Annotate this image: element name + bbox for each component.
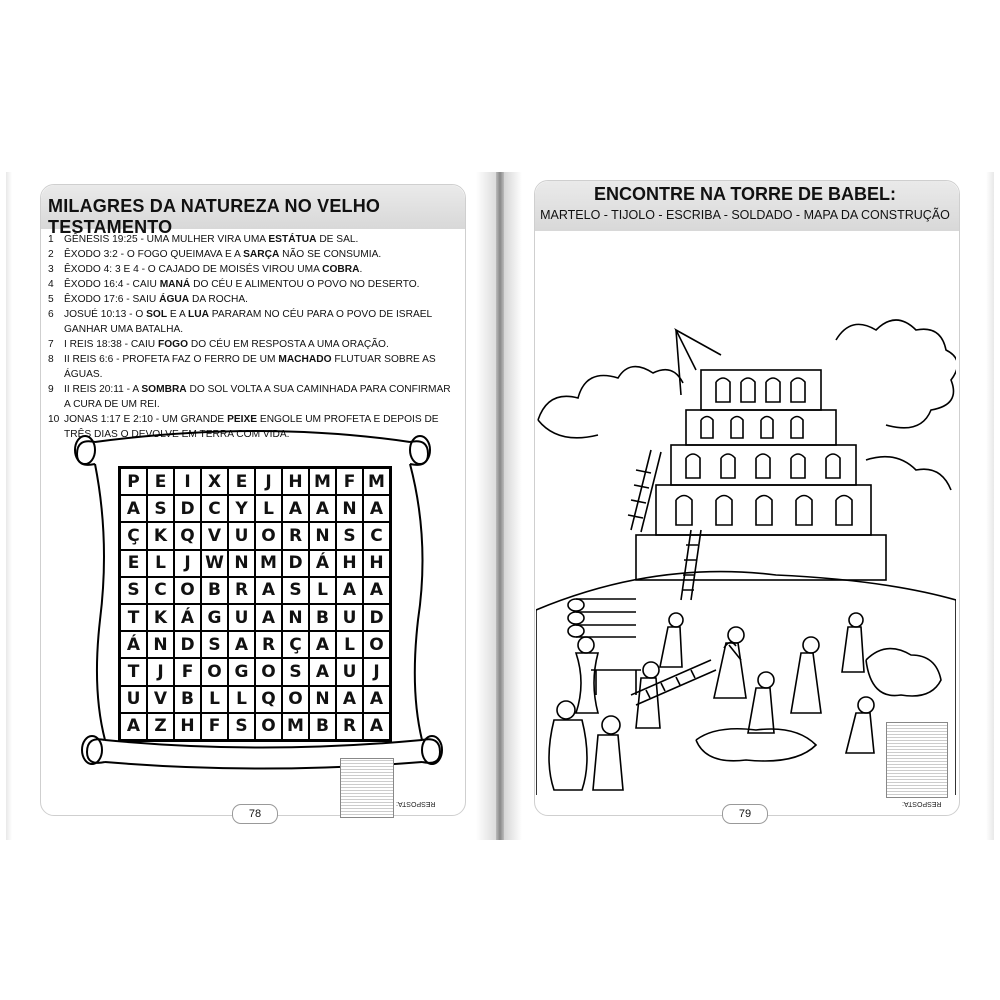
grid-cell: B (174, 686, 201, 713)
grid-cell: U (336, 604, 363, 631)
grid-cell: S (228, 713, 255, 740)
clue-number: 1 (48, 234, 54, 245)
grid-cell: W (201, 550, 228, 577)
grid-cell: I (174, 468, 201, 495)
clue-keyword: PEIXE (227, 414, 258, 425)
grid-cell: G (228, 658, 255, 685)
grid-cell: F (174, 658, 201, 685)
grid-cell: N (309, 686, 336, 713)
book-gutter (496, 172, 504, 840)
grid-cell: P (120, 468, 147, 495)
clue-item (48, 232, 458, 247)
grid-cell: E (228, 468, 255, 495)
grid-cell: R (282, 522, 309, 549)
clue-number: 10 (48, 414, 60, 425)
page-title: MILAGRES DA NATUREZA NO VELHO TESTAMENTO (48, 196, 381, 237)
grid-cell: L (336, 631, 363, 658)
answer-thumbnail-right (886, 722, 948, 798)
grid-cell: A (363, 686, 390, 713)
clue-text (64, 277, 458, 292)
clue-text-part: JONAS 1:17 E 2:10 - UM GRANDE (64, 414, 228, 425)
grid-cell: M (282, 713, 309, 740)
grid-cell: U (228, 522, 255, 549)
clue-keyword: SOL (146, 309, 168, 320)
grid-cell: S (282, 577, 309, 604)
grid-cell: A (228, 631, 255, 658)
grid-cell: A (309, 631, 336, 658)
grid-cell: O (255, 658, 282, 685)
grid-cell: M (363, 468, 390, 495)
grid-cell: M (255, 550, 282, 577)
grid-cell: O (255, 522, 282, 549)
clue-number: 3 (48, 264, 54, 275)
clue-number: 4 (48, 279, 54, 290)
grid-cell: A (120, 495, 147, 522)
grid-cell: A (309, 495, 336, 522)
clue-item (48, 382, 458, 412)
clue-list (48, 232, 458, 442)
grid-cell: V (147, 686, 174, 713)
grid-cell: J (174, 550, 201, 577)
clue-text-part: ÊXODO 16:4 - CAIU (64, 279, 160, 290)
grid-cell: A (363, 495, 390, 522)
clue-keyword: ESTÁTUA (268, 234, 317, 245)
word-search-grid (118, 466, 392, 742)
clue-number: 8 (48, 354, 54, 365)
clue-text-part: ÊXODO 17:6 - SAIU (64, 294, 160, 305)
grid-cell: S (282, 658, 309, 685)
grid-cell: C (147, 577, 174, 604)
clue-text-part: FLUTUAR SOBRE AS ÁGUAS. (64, 354, 436, 380)
grid-cell: R (255, 631, 282, 658)
grid-cell: S (336, 522, 363, 549)
grid-cell: J (147, 658, 174, 685)
clue-item (48, 247, 458, 262)
clue-keyword: SARÇA (243, 249, 280, 260)
page-number-left: 78 (232, 804, 278, 824)
grid-cell: Á (309, 550, 336, 577)
grid-cell: N (309, 522, 336, 549)
clue-text-part: NÃO SE CONSUMIA. (279, 249, 382, 260)
clue-keyword: COBRA (322, 264, 360, 275)
clue-text-part: E A (167, 309, 189, 320)
grid-cell: U (120, 686, 147, 713)
clue-keyword: SOMBRA (141, 384, 187, 395)
grid-cell: J (255, 468, 282, 495)
clue-item (48, 337, 458, 352)
answer-label-right: RESPOSTA: (902, 800, 942, 807)
grid-cell: Q (255, 686, 282, 713)
clue-text-part: DO CÉU E ALIMENTOU O POVO NO DESERTO. (190, 279, 420, 290)
clue-keyword: MANÁ (159, 279, 191, 290)
grid-cell: H (282, 468, 309, 495)
grid-cell: X (201, 468, 228, 495)
grid-cell: K (147, 522, 174, 549)
grid-cell: A (363, 577, 390, 604)
grid-cell: O (201, 658, 228, 685)
grid-cell: L (255, 495, 282, 522)
grid-cell: C (363, 522, 390, 549)
grid-cell: F (201, 713, 228, 740)
grid-cell: O (282, 686, 309, 713)
clue-text (64, 337, 458, 352)
clue-text (64, 292, 458, 307)
clue-text (64, 382, 458, 412)
grid-cell: Q (174, 522, 201, 549)
clue-text-part: ENGOLE UM PROFETA E DEPOIS DE TRÊS DIAS O DEVOLVE EM TERRA COM VIDA. (64, 414, 439, 440)
clue-number: 6 (48, 309, 54, 320)
grid-cell: G (201, 604, 228, 631)
grid-cell: N (228, 550, 255, 577)
clue-text-part: I REIS 18:38 - CAIU (64, 339, 158, 350)
clue-text-part: ÊXODO 4: 3 E 4 - O CAJADO DE MOISÉS VIROU UMA (64, 264, 323, 275)
grid-cell: U (228, 604, 255, 631)
grid-cell: A (120, 713, 147, 740)
grid-cell: L (201, 686, 228, 713)
grid-cell: Y (228, 495, 255, 522)
clue-keyword: FOGO (158, 339, 188, 350)
grid-cell: R (336, 713, 363, 740)
grid-cell: T (120, 604, 147, 631)
grid-cell: A (255, 604, 282, 631)
grid-cell: Ç (120, 522, 147, 549)
clue-text (64, 232, 458, 247)
clue-keyword: ÁGUA (159, 294, 190, 305)
clue-text (64, 352, 458, 382)
clue-item (48, 352, 458, 382)
grid-cell: S (201, 631, 228, 658)
clue-text-part: PARARAM NO CÉU PARA O POVO DE ISRAEL GANHAR UMA BATALHA. (64, 309, 432, 335)
clue-text-part: JOSUÉ 10:13 - O (64, 309, 147, 320)
grid-cell: N (336, 495, 363, 522)
clue-item (48, 292, 458, 307)
clue-item (48, 277, 458, 292)
clue-text (64, 307, 458, 337)
right-page-title: ENCONTRE NA TORRE DE BABEL: (593, 184, 896, 204)
grid-cell: Ç (282, 631, 309, 658)
grid-cell: A (282, 495, 309, 522)
answer-thumbnail (340, 758, 394, 818)
grid-cell: E (120, 550, 147, 577)
clue-text-part: DO SOL VOLTA A SUA CAMINHADA PARA CONFIRMAR A CURA DE UM REI. (64, 384, 451, 410)
clue-item (48, 307, 458, 337)
grid-cell: M (309, 468, 336, 495)
answer-label: RESPOSTA: (396, 800, 436, 807)
clue-text-part: GÊNESIS 19:25 - UMA MULHER VIRA UMA (64, 234, 269, 245)
clue-text-part: II REIS 6:6 - PROFETA FAZ O FERRO DE UM (64, 354, 279, 365)
clue-number: 7 (48, 339, 54, 350)
clue-text (64, 247, 458, 262)
grid-cell: A (255, 577, 282, 604)
grid-cell: J (363, 658, 390, 685)
grid-cell: K (147, 604, 174, 631)
grid-cell: B (309, 713, 336, 740)
grid-cell: Á (120, 631, 147, 658)
grid-cell: O (174, 577, 201, 604)
clue-number: 9 (48, 384, 54, 395)
grid-cell: H (363, 550, 390, 577)
grid-cell: N (282, 604, 309, 631)
grid-cell: S (120, 577, 147, 604)
grid-cell: Á (174, 604, 201, 631)
grid-cell: D (363, 604, 390, 631)
grid-cell: V (201, 522, 228, 549)
clue-number: 2 (48, 249, 54, 260)
grid-cell: A (336, 686, 363, 713)
grid-cell: E (147, 468, 174, 495)
clue-item (48, 262, 458, 277)
grid-cell: A (336, 577, 363, 604)
grid-cell: S (147, 495, 174, 522)
grid-cell: Z (147, 713, 174, 740)
page-number-right: 79 (722, 804, 768, 824)
grid-cell: C (201, 495, 228, 522)
grid-cell: H (336, 550, 363, 577)
clue-text (64, 262, 458, 277)
clue-text-part: II REIS 20:11 - A (64, 384, 142, 395)
clue-text-part: DE SAL. (316, 234, 359, 245)
tower-of-babel-illustration (536, 300, 956, 795)
grid-cell: F (336, 468, 363, 495)
grid-cell: A (363, 713, 390, 740)
clue-text-part: ÊXODO 3:2 - O FOGO QUEIMAVA E A (64, 249, 244, 260)
grid-cell: L (228, 686, 255, 713)
grid-cell: R (228, 577, 255, 604)
clue-number: 5 (48, 294, 54, 305)
grid-cell: L (309, 577, 336, 604)
grid-cell: L (147, 550, 174, 577)
grid-cell: B (201, 577, 228, 604)
grid-cell: O (363, 631, 390, 658)
grid-cell: U (336, 658, 363, 685)
grid-cell: O (255, 713, 282, 740)
grid-cell: A (309, 658, 336, 685)
grid-cell: T (120, 658, 147, 685)
grid-cell: B (309, 604, 336, 631)
clue-keyword: LUA (188, 309, 209, 320)
grid-cell: D (174, 631, 201, 658)
grid-cell: N (147, 631, 174, 658)
clue-text-part: DO CÉU EM RESPOSTA A UMA ORAÇÃO. (188, 339, 389, 350)
clue-text-part: . (359, 264, 363, 275)
clue-text-part: DA ROCHA. (189, 294, 248, 305)
grid-cell: D (174, 495, 201, 522)
grid-cell: H (174, 713, 201, 740)
grid-cell: D (282, 550, 309, 577)
right-page-subtitle: MARTELO - TIJOLO - ESCRIBA - SOLDADO - MAPA DA CONSTRUÇÃO (540, 208, 950, 222)
clue-keyword: MACHADO (278, 354, 332, 365)
